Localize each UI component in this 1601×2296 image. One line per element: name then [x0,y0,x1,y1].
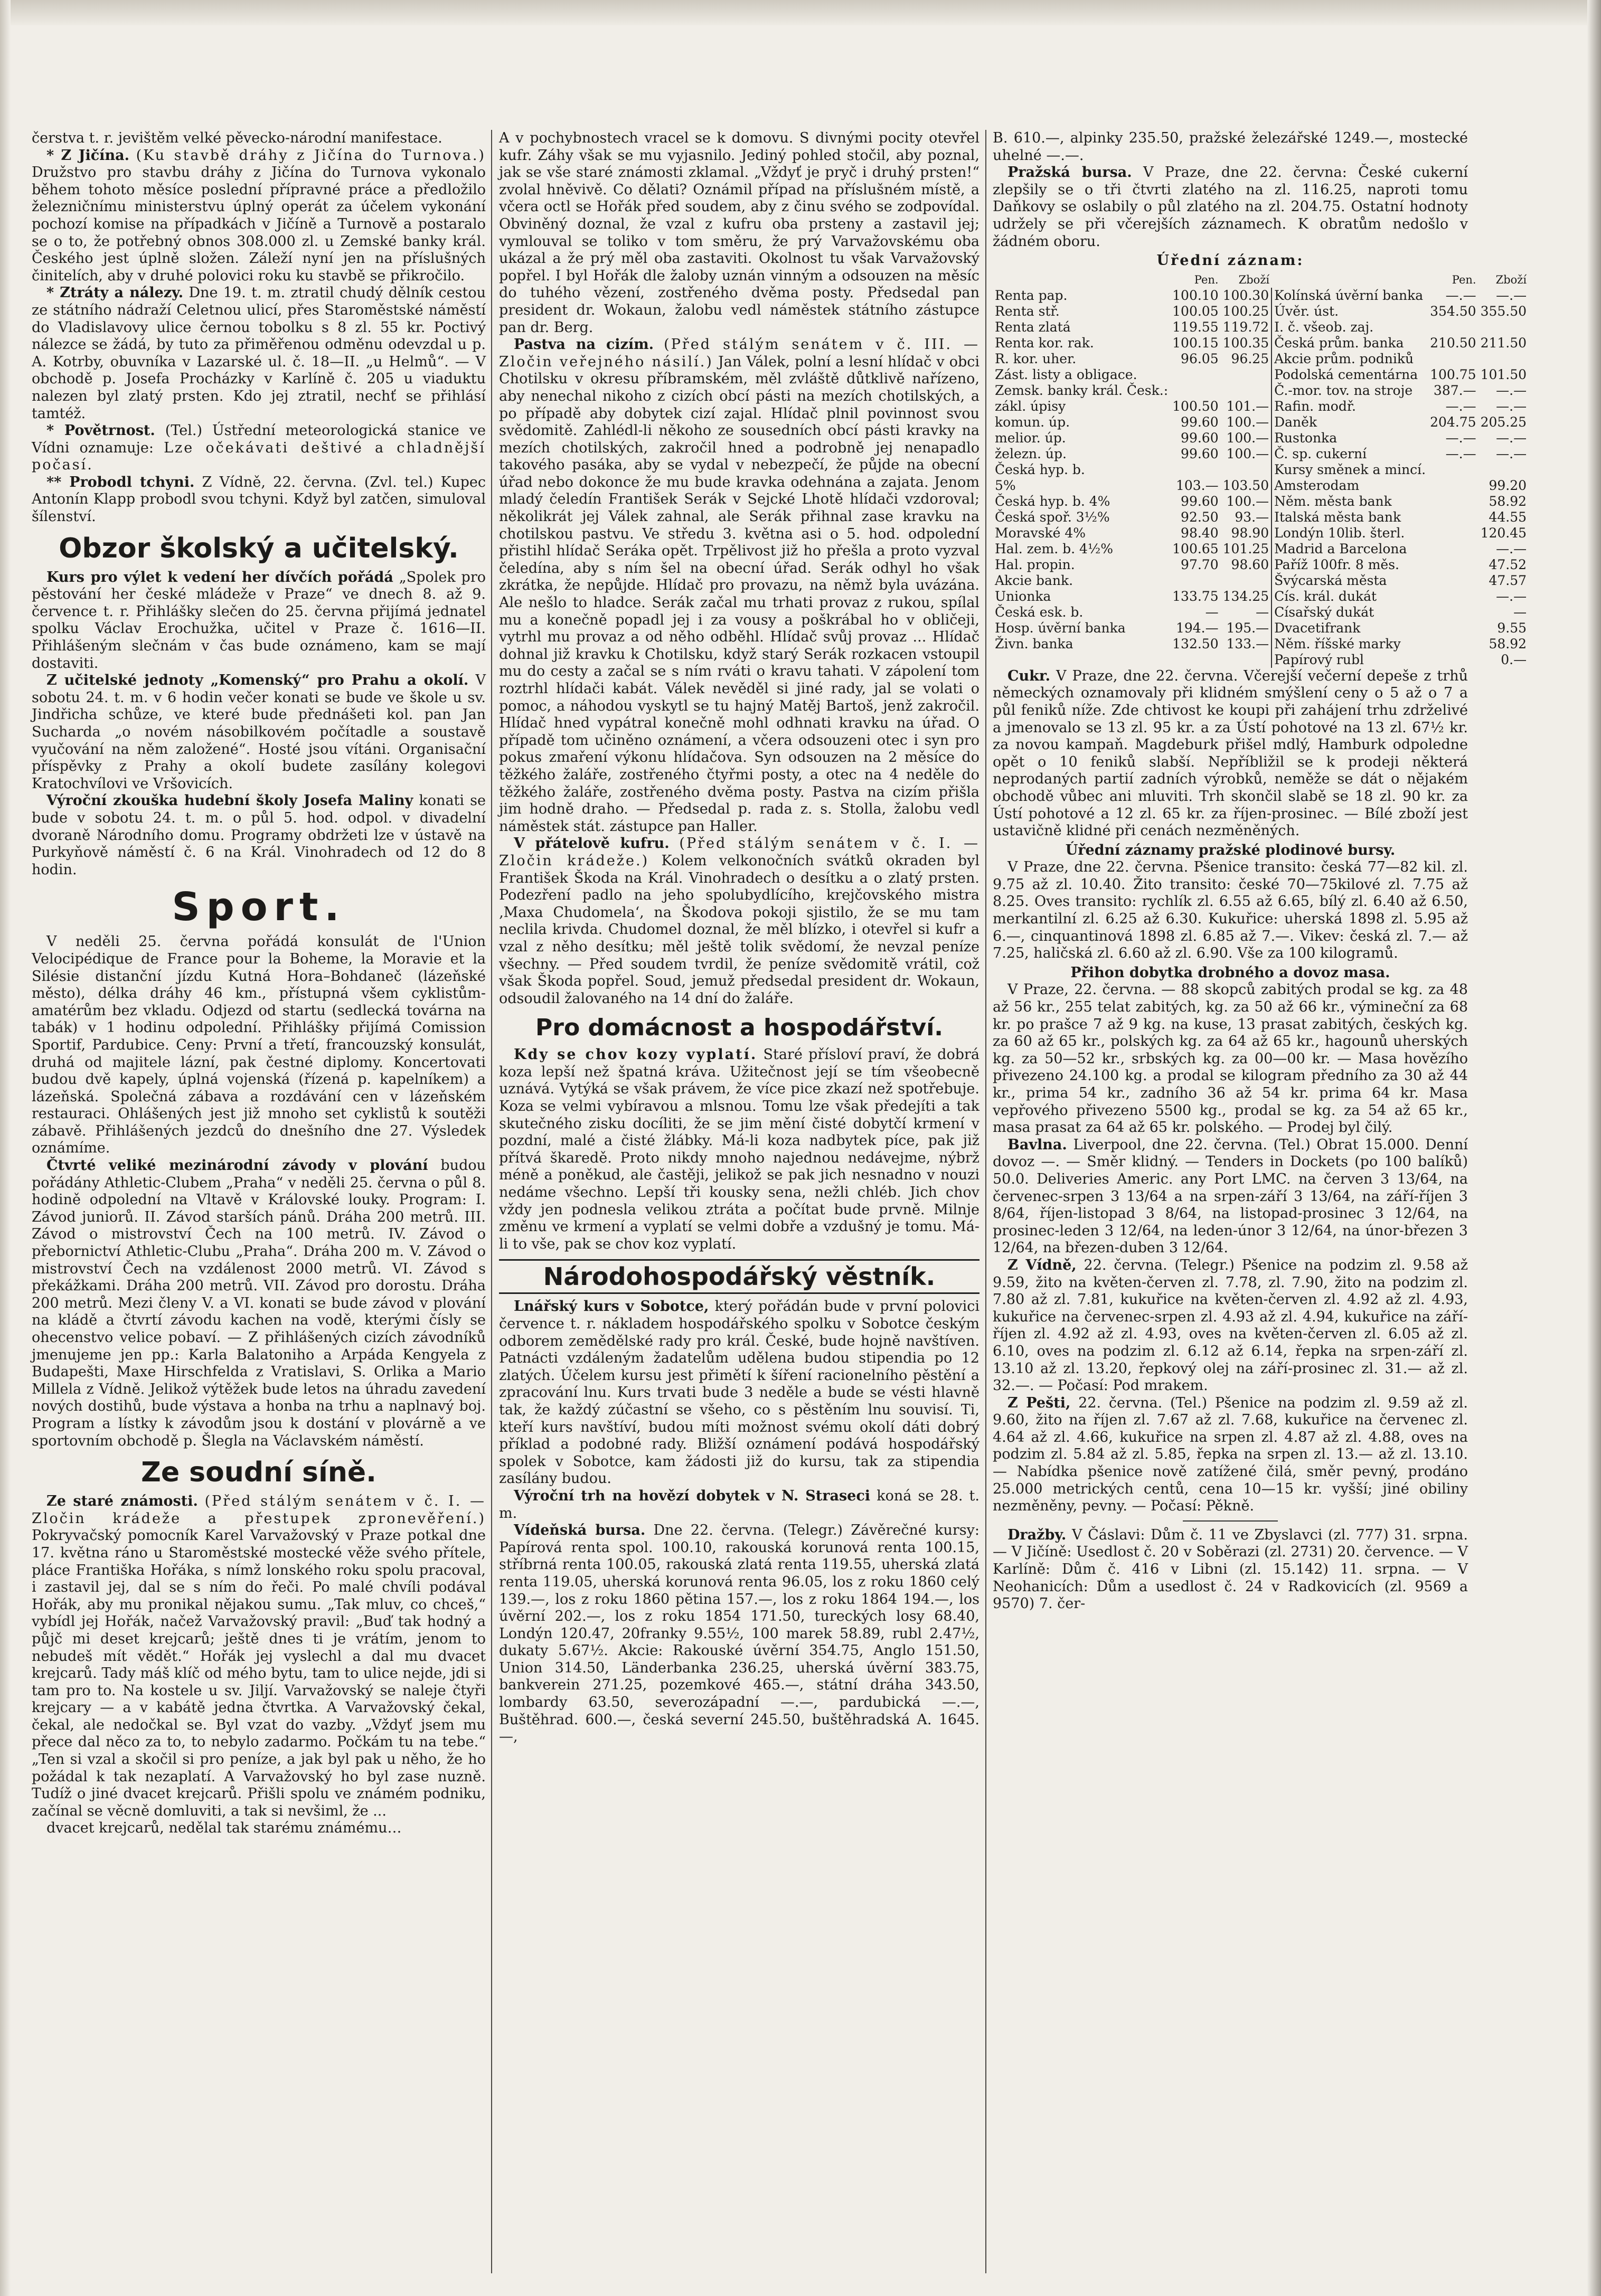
article-komensky [32,672,486,792]
article-soud-continued: A v pochybnostech vracel se k domovu. S divnými pocity otevřel kufr. Záhy však se mu vyjasnilo. Jediný pohled stočil, aby poznal, jak se vše staré známosti zklamal. „Vždyť je pryč i druhý prsten!“ zvolal hněvivě. Co dělati? Oznámil případ na příslušném místě, a včera octl se Hořák před soudem, aby z činu svého se zodpovídal. Obviněný doznal, že vzal z kufru oba prsteny a zastavil jej; vymlouval se toliko v tom směru, že prý Varvažovskému oba ukázal a že prý měl oba zastaviti. Okolnost tu však Varvažovský popřel. I byl Hořák dle žaloby uznán vinným a odsouzen na měsíc do tuhého vězení, zostřeného dvěma posty. Předsedal pan president dr. Wokaun, žalobu vedl náměstek státního zástupce pan dr. Berg. [499,130,980,336]
rate-zbozi [1221,652,1272,668]
article-text: V Čáslavi: Dům č. 11 ve Zbyslavci (zl. 777) 31. srpna. — V Jičíně: Usedlost č. 20 v Soběrazi (zl. 2731) 20. července. — V Karlíně: Dům č. 416 v Libni (zl. 15.142) 11. srpna. — V Neohanicích: Dům a usedlost č. 24 v Radkovicích (zl. 9569 a 9570) 7. čer- [993,1526,1468,1612]
article-title: Pastva na cizím. [514,336,654,353]
article-title: Kdy se chov kozy vyplatí. [514,1046,758,1063]
rates-row [993,589,1529,604]
rates-row [993,636,1529,652]
article-pocasi [32,422,486,474]
rate-label: Česká prům. banka [1272,335,1428,351]
rate-label: Madrid a Barcelona [1272,541,1428,557]
rate-zbozi: 47.57 [1489,572,1527,588]
rate-pen [1170,573,1220,589]
rate-pen [1428,525,1478,541]
rate-pen: 194.— [1175,620,1219,636]
rate-zbozi: 100.— [1226,414,1269,430]
rate-zbozi [1221,383,1272,399]
rate-label: 5% [995,477,1016,493]
rate-label: Č.-mor. tov. na stroje [1272,383,1428,399]
article-text: Družstvo pro stavbu dráhy z Jičína do Turnova vykonalo během tohoto měsíce poslední přípravné práce a předložilo železničnímu ministerstvu úplný operát za účelem vykonání pochozí komise na případkách v Jičíně a Turnově a postaralo se o to, že potřebný obnos 308.000 zl. u Zemské banky král. Českého jest úplně složen. Záleží nyní jen na příslušných činitelích, aby v druhé polovici roku ku stavbě se přikročilo. [32,164,486,284]
rate-label: Hal. propin. [995,556,1075,572]
rate-pen: 100.75 [1430,366,1476,382]
article-text: 22. června. (Telegr.) Pšenice na podzim zl. 9.58 až 9.59, žito na květen-červen zl. 7.78, zl. 7.90, žito na podzim zl. 7.80 až zl. 7.81, kukuřice na květen-červen zl. 4.92 až zl. 4.93, kukuřice na červenec-srpen zl. 4.93 až zl. 4.94, kukuřice na září-říjen zl. 4.92 až zl. 4.93, oves na květen-červen zl. 6.05 až zl. 6.10, oves na podzim zl. 6.12 až 6.14, řepka na srpen-září zl. 13.10 až zl. 13.20, řepkový olej na září-prosinec zl. 31.— až zl. 32.—. — Počasí: Pod mrakem. [993,1256,1468,1394]
article-plodiny: V Praze, dne 22. června. Pšenice transito: česká 77—82 kil. zl. 9.75 až zl. 10.40. Žito transito: české 70—75kilové zl. 7.75 až 8.25. Oves transito: rychlík zl. 6.55 až 6.65, bílý zl. 6.40 až 6.50, merkantilní zl. 6.25 až 6.30. Kukuřice: uherská 1898 zl. 5.95 až 6.—, cinquantinová 1898 zl. 6.85 až 7.—. Vikev: česká zl. 7.— až 7.25, haličská zl. 6.60 až zl. 6.90. Vše za 100 kilogramů. [993,859,1468,962]
rate-zbozi [1221,367,1272,383]
rates-row [993,604,1529,620]
article-text: Jan Válek, polní a lesní hlídač v obci Chotilsku v okresu příbramském, měl zvláště důtklivě nařízeno, aby nenechal nikoho z cizích obcí pásti na mezích chotilských, a po případě aby dobytek cizí zajal. Hlídač plnil povinnost svou svědomitě. Zahlédl-li někoho ze sousedních obcí pásti kravky na mezích chotilských, zakročil hned a podrobně jej nenapadlo takového pasáka, aby se vydal v nebezpečí, že půjde na obecní úřad nebo dokonce že mu bude kravka odehnána a zajata. Jenom mladý čeledín František Serák v Sejcké Lhotě hlídači vzdoroval; několikrát jej Válek zahnal, ale Serák přihnal zase kravku na chotilskou pastvu. Ve středu 3. května asi o 5. hod. odpolední přistihl hlídač Seráka opět. Trpělivost již ho přešla a proto vyzval čeledína, aby s ním šel na obecní úřad. Serák odhyl ho však zkrátka, že nepůjde. Hlídač pro provazu, na němž byla uvázána. Ale nešlo to hladce. Serák začal mu trhati provaz z rukou, spílal mu a konečně popadl jej i za vousy a poškrábal ho v obličeji, vytrhl mu provaz a od něho odběhl. Hlídač svůj provaz ... Hlídač dohnal již kravku k Chotilsku, když starý Serák rozkacen vstoupil mu do cesty a začal se s ním rváti o kravu tahati. V zápolení tom roztrhl hlídači kabát. Válek nevěděl si jiné rady, jal se volati o pomoc, a náhodou vyskytl se tu hajný Matěj Bartoš, jenž zakročil. Hlídač hned vypátral konečně mohl odhnati kravku na úřad. O případě tom učiněno oznámení, a včera odsouzeni otec i syn pro pokus zmaření výkonu hlídačova. Syn odsouzen na 2 měsíce do těžkého žaláře, zostřeného čtyřmi posty, a otec na 4 neděle do těžkého žaláře, zostřeného dvěma posty. Pastva na cizím přišla jim hodně draho. — Předsedal p. rada z. s. Stolla, žalobu vedl náměstek stát. zástupce pan Haller. [499,353,980,835]
rates-row [993,462,1529,478]
section-heading-sport: Sport. [172,884,346,930]
rate-zbozi: —.— [1496,398,1527,414]
article-sport-cycling: V neděli 25. června pořádá konsulát de l'Union Velocipédique de France pour la Boheme, la Moravie et la Silésie distanční jízdu Kutná Hora–Bohdaneč (lázeňské město), délka dráhy 46 km., přístupná všem cyklistům-amatérům bez vkladu. Odjezd od startu (sedlecká továrna na tabák) v 1 hodinu odpolední. Přihlášky přijímá Comission Sportif, Pardubice. Ceny: První a třetí, francouzský konsulát, druhá od majitele lázní, pak čestné diplomy. Koncertovati budou dvě kapely, úplná vojenská (řízená p. kapelníkem) a lázeňská. Společná zábava a rozdávání cen v lázeňském restauraci. Ohlášených jest již mnoho set cyklistů k soutěži zábavě. Přihlášených jezdců do dnešního dne 27. Výsledek oznámíme. [32,933,486,1157]
rate-pen [1428,620,1478,636]
article-title: Výroční zkouška hudební školy Josefa Maliny [46,792,413,809]
rate-zbozi: 101.50 [1480,366,1527,382]
rate-zbozi: 98.90 [1231,525,1269,541]
rate-pen [1428,557,1478,573]
rate-zbozi: 211.50 [1480,335,1527,351]
article-lead: (Před stálým senátem v č. I. — Zločin krádeže.) [499,835,980,869]
article-burza-continued: B. 610.—, alpinky 235.50, pražské železářské 1249.—, mostecké uhelné —.—. [993,130,1468,164]
rates-row [993,620,1529,636]
rate-zbozi: 120.45 [1480,525,1527,541]
rate-zbozi: 101.— [1226,398,1269,414]
rate-label: Kolínská úvěrní banka [1272,288,1428,304]
rate-pen: 100.65 [1172,541,1219,556]
article-soud-tail: dvacet krejcarů, nedělal tak starému známému… [46,1820,402,1837]
rate-zbozi: 100.— [1226,493,1269,509]
scan-right-edge [1587,0,1601,2296]
rate-pen: 96.05 [1181,351,1219,366]
article-text: budou pořádány Athletic-Clubem „Praha“ v neděli 25. června o půl 8. hodině odpolední na Vltavě v Královské louky. Program: I. Závod juniorů. II. Závod starších pánů. Dráha 200 metrů. III. Závod o mistrovství Čech na 100 metrů. IV. Závod o přebornictví Athletic-Clubu „Praha“. Dráha 200 m. V. Závod o mistrovství Čech na vzdálenost 2000 metrů. VI. Závod s překážkami. Dráha 200 metrů. VII. Závod pro dorostu. Dráha 200 metrů. Mezi členy V. a VI. konati se bude závod v plování na kládě a čtvrtí závodu kachen na vodě, kterými čísly se ohecenstvo velice pobaví. — Z přihlášených cizích závodníků jmenujeme jen pp.: Karla Balatoniho a Arpáda Kengyela z Budapešti, Maxe Hirschfelda z Vratislavi, S. Orlika a Mario Millela z Vídně. Jelikož výtěžek bude letos na úhradu zavedení nových dostihů, bude výstava a honba na trhu a naplnavý boj. Program a lístky k závodům jsou k dostání v plovárně a ve sportovním obchodě p. Šlegla na Václavském náměstí. [32,1157,486,1449]
rate-label: Renta kor. rak. [995,335,1094,351]
rate-zbozi: 101.25 [1222,541,1269,556]
rate-zbozi [1221,462,1272,478]
article-title: Bavlna. [1007,1136,1067,1153]
rate-label: Akcie bank. [995,572,1073,588]
rate-label: Amsterodam [1272,478,1428,494]
column-rule [491,130,492,2273]
rate-zbozi [1478,462,1529,478]
rate-label: Něm. města bank [1272,494,1428,509]
rate-pen [1428,462,1478,478]
article-trh [499,1488,980,1522]
rate-zbozi: 0.— [1501,651,1527,667]
rate-label: Česká spoř. 3½% [995,509,1110,525]
rate-pen [1428,319,1478,335]
rates-row [993,525,1529,541]
rate-zbozi: 119.72 [1222,319,1269,335]
rate-label: železn. úp. [995,446,1067,461]
article-title: * Ztráty a nálezy. [46,285,184,301]
article-title: Vídeňská bursa. [514,1522,646,1539]
rate-label: Cís. král. dukát [1272,589,1428,604]
rate-pen: 99.60 [1181,414,1219,430]
rate-zbozi [1478,351,1529,367]
rate-label: Císařský dukát [1272,604,1428,620]
rate-pen: —.— [1445,287,1476,303]
rate-zbozi: — [1256,604,1269,620]
article-prazska-bursa [993,164,1468,250]
prihon-heading: Přihon dobytka drobného a dovoz masa. [1070,964,1390,981]
rate-pen: 132.50 [1172,636,1219,651]
rate-label: Akcie prům. podniků [1272,351,1428,367]
article-text: Pokryvačský pomocník Karel Varvažovský v Praze potkal dne 17. května ráno u Staroměstské mostecké věže svého přítele, pláce Františka Hořáka, s nímž lonského roku spolu pracoval, i zastavil jej, dal se s ním do řeči. Po malé chvíli podával Hořák, aby mu pronikal nějakou sumu. „Tak mluv, co chceš,“ vybídl jej Hořák, načež Varvažovský pravil: „Buď tak hodný a půjč mi deset krejcarů; ještě dnes ti je vrátím, jenom to nebudeš mít vědět.“ Hořák jej vyslechl a dal mu dvacet krejcarů. Tady máš klíč od mého bytu, tam to ulice nejde, jdi si tam pro to. Na kostele u sv. Jiljí. Varvažovský se naleje čtyři krejcary — a v kabátě jedna čtvrtka. A Varvažovský čekal, čekal, ale nedočkal se. Byl vzat do vazby. „Vždyť jsem mu přece dal něco za to, to nebylo zadarmo. Počkám tu na tebe.“ „Ten si vzal a skočil si pro peníze, a jak byl pak u něho, že ho požádal k tak nezaplatí. A Varvažovský ho byl zase nuzně. Tudíž o jiné dvacet krejcarů. Přišli spolu ve známém podniku, začínal se věcně domluviti, a tak si nevšiml, že ... [32,1527,486,1819]
rates-row [993,430,1529,446]
rate-zbozi: —.— [1496,287,1527,303]
rate-zbozi: —.— [1496,541,1527,556]
rate-label: Unionka [995,588,1051,604]
rate-zbozi: 100.30 [1222,287,1269,303]
article-pest [993,1395,1468,1515]
article-text: konati se bude v sobotu 24. t. m. o půl 5. hod. odpol. v divadelní dvoraně Národního domu. Programy obdržeti lze v ústavě na Purkyňově náměstí č. 6 na Král. Vinohradech od 12 do 8 hodin. [32,792,486,878]
rate-label: Česká hyp. b. [995,461,1085,477]
rate-label: Zemsk. banky král. Česk.: [995,382,1169,398]
rate-pen: 100.15 [1172,335,1219,351]
article-text: V sobotu 24. t. m. v 6 hodin večer konati se bude ve škole u sv. Jindřicha schůze, ve které bude přednášeti kol. pan Jan Sucharda „o novém násobilkovém počítadle a soustavě vyučování na něm založené“. Hosté jsou vítáni. Organisační příspěvky z Prahy a okolí budete zasílány kolegovi Kratochvílovi ve Vršovicích. [32,672,486,792]
rate-label: Paříž 100fr. 8 měs. [1272,557,1428,573]
article-title: Cukr. [1007,667,1050,684]
rate-pen [1428,604,1478,620]
rate-label: Italská města bank [1272,509,1428,525]
rate-pen: 99.60 [1181,493,1219,509]
rate-pen [1170,652,1220,668]
article-text: Liverpool, dne 22. června. (Tel.) Obrat 15.000. Denní dovoz —. — Směr klidný. — Tenders in Dockets (po 100 balíků) 50.0. Deliveries Americ. any Port LMC. na červen 3 13/64, na červenec-srpen 3 13/64 a na srpen-září 3 13/64, na září-říjen 3 8/64, říjen-listopad 3 8/64, na listopad-prosinec 3 12/64, na prosinec-leden 3 12/64, na leden-únor 3 12/64, na únor-březen 3 12/64, na březen-duben 3 12/64. [993,1136,1468,1256]
rate-pen: 103.— [1175,477,1219,493]
rate-label: Rustonka [1272,430,1428,446]
article-bavlna [993,1137,1468,1257]
article-title: Pražská bursa. [1007,164,1132,181]
article-title: Z učitelské jednoty „Komenský“ pro Prahu a okolí. [46,672,469,689]
article-lead: (Před stálým senátem v č. III. — Zločin veřejného násilí.) [499,336,980,370]
rate-pen [1170,383,1220,399]
rates-heading: Úřední záznam: [1156,252,1304,269]
rate-pen: 133.75 [1172,588,1219,604]
article-soud [32,1493,486,1820]
rate-zbozi: 44.55 [1489,509,1527,525]
rate-label: Kursy směnek a mincí. [1272,462,1428,478]
scan-top-edge [0,0,1601,25]
rate-pen [1428,573,1478,589]
rates-row [993,478,1529,494]
rates-row [993,509,1529,525]
rate-pen: —.— [1445,430,1476,446]
rate-pen: 97.70 [1181,556,1219,572]
rates-row [993,557,1529,573]
article-title: Čtvrté veliké mezinárodní závody v plování [46,1157,428,1174]
rate-label: Londýn 10lib. šterl. [1272,525,1428,541]
article-text: Z Vídně, 22. června. (Zvl. tel.) Kupec Antonín Klapp probodl svou tchyni. Když byl zatčen, simuloval šílenství. [32,474,486,525]
rate-pen: 100.05 [1172,303,1219,319]
article-text: který pořádán bude v první polovici července t. r. nákladem hospodářského spolku v Sobotce českým odborem zemědělské rady pro král. České, bude hojně navštíven. Patnácti vzdáleným žadatelům udělena budou stipendia po 12 zlatých. Účelem kursu jest přimětí k šíření racionelního pěstění a zpracování lnu. Kurs trvati bude 3 neděle a bude se vésti hlavně tak, že každý zúčastní se všeho, co s pěstěním lnu souvisí. Ti, kteří kurs navštíví, budou míti možnost svému okolí dáti dobrý příklad a podobné rady. Bližší oznámení podává hospodářský spolek v Sobotce, kam žádosti již do kursu, tak za stipendia zasílány budou. [499,1298,980,1487]
column-1 [32,130,486,2273]
article-text: koná se 28. t. m. [499,1487,980,1522]
rate-label: I. č. všeob. zaj. [1272,319,1428,335]
rate-label: Zást. listy a obligace. [995,366,1137,382]
article-title: Z Pešti, [1007,1394,1071,1411]
rate-pen: 100.50 [1172,398,1219,414]
scan-left-edge [0,0,11,2296]
rate-zbozi: —.— [1496,446,1527,461]
rate-pen: — [1205,604,1219,620]
rate-zbozi: 100.25 [1222,303,1269,319]
article-kozy [499,1046,980,1253]
rate-zbozi: 195.— [1226,620,1269,636]
article-lnarsky-kurs [499,1298,980,1488]
rate-pen [1428,541,1478,557]
article-drazby [993,1527,1468,1613]
rate-pen [1428,494,1478,509]
article-text: Ústřední meteorologická stanice ve Vídni oznamuje: [32,422,486,456]
rate-label: Něm. říšské marky [1272,636,1428,652]
rate-zbozi: 205.25 [1480,414,1527,430]
rate-pen [1428,636,1478,652]
rate-zbozi: 100.— [1226,446,1269,461]
article-text: Dne 22. června. (Telegr.) Závěrečné kursy: Papírová renta spol. 100.10, rakouská korunová renta 100.15, stříbrná renta 100.05, rakouská zlatá renta 119.55, uherská zlatá renta 119.05, uherská korunová renta 96.05, los z roku 1860 celý 139.—, los z roku 1860 pětina 157.—, los z roku 1864 194.—, los úvěrní 202.—, los z roku 1854 171.50, tureckých losy 68.40, Londýn 120.47, 20franky 9.55½, 100 marek 58.89, rubl 2.47½, dukaty 5.67½. Akcie: Rakouské úvěrní 354.75, Anglo 151.50, Union 314.50, Länderbanka 236.25, uherská úvěrní 383.75, bankverein 271.25, pozemkové 465.—, státní dráha 343.50, lombardy 63.50, severozápadní —.—, pardubická —.—, Buštěhrad. 600.—, česká severní 245.50, buštěhradská A. 1645.—, [499,1522,980,1745]
section-heading-obzor: Obzor školský a učitelský. [59,532,459,564]
rate-label: komun. úp. [995,414,1070,430]
article-vylet [32,569,486,673]
article-text: Kolem velkonočních svátků okraden byl František Škoda na Král. Vinohradech o desítku a o zlatý prsten. Podezření padlo na jeho spolubydlícího, krejčovského mistra ‚Maxa Chudomela‘, na Škodova pokoji sjistilo, že se mu tam neclila krivda. Chudomel doznal, že měl blízko, i otevřel si kufr a vzal z něho desítku; měl ještě tolik svědomí, že nevzal peníze všechny. — Před soudem tvrdil, že peníze svědomitě vrátil, což však Škoda popřel. Soud, jemuž předsedal president dr. Wokaun, odsoudil žalovaného na 14 dní do žaláře. [499,852,980,1007]
rate-label: Švýcarská města [1272,573,1428,589]
rate-pen [1428,478,1478,494]
article-title: Lnářský kurs v Sobotce, [514,1298,709,1315]
rates-row [993,573,1529,589]
article-cukr [993,668,1468,840]
rate-pen: 354.50 [1430,303,1476,319]
rates-row [993,541,1529,557]
col-header-zbozi: Zboží [1495,273,1527,286]
rate-label: Renta zlatá [995,319,1071,335]
rates-row [993,288,1529,304]
col-header-pen: Pen. [1194,273,1219,286]
article-malina [32,792,486,878]
article-title: Dražby. [1007,1526,1067,1543]
rate-pen [1428,351,1478,367]
rates-row [993,494,1529,509]
rates-row [993,446,1529,462]
column-rule [985,130,986,2273]
rate-zbozi [1478,319,1529,335]
rate-pen: 210.50 [1430,335,1476,351]
rate-label: Moravské 4% [995,525,1086,541]
article-title: ** Probodl tchyni. [46,474,195,490]
rate-label: R. kor. uher. [995,351,1077,366]
rate-pen: 99.60 [1181,430,1219,446]
column-3 [993,130,1527,2273]
rate-zbozi: 9.55 [1497,620,1527,636]
rate-zbozi [1221,573,1272,589]
rates-row [993,335,1529,351]
column-2 [499,130,980,2273]
rate-zbozi: 100.— [1226,430,1269,446]
article-viden [993,1257,1468,1395]
rate-pen: 99.60 [1181,446,1219,461]
rate-pen [1428,509,1478,525]
rate-label: Č. sp. cukerní [1272,446,1428,462]
article-title: V přátelově kufru. [514,835,670,852]
article-title: Ze staré známosti. [46,1493,198,1510]
rate-pen: 92.50 [1181,509,1219,525]
forecast-text: Lze očekávati deštivé a chladnější počasí. [32,439,486,474]
rates-row [993,304,1529,319]
rates-row [993,414,1529,430]
rate-zbozi: 58.92 [1489,493,1527,509]
rate-zbozi: — [1513,604,1527,620]
section-heading-soud: Ze soudní síně. [141,1457,376,1489]
rate-pen [1170,367,1220,383]
rates-row [993,383,1529,399]
article-jicin [32,147,486,285]
rates-table [993,272,1529,668]
rates-row [993,319,1529,335]
intro-text: čerstva t. r. jevištěm velké pěvecko-národní manifestace. [32,130,442,146]
rate-label [993,652,1170,668]
article-text: V Praze, dne 22. června: České cukerní zlepšily se o tři čtvrti zlatého na zl. 116.25, naproti tomu Daňkovy se oslabily o půl zlatého na zl. 204.75. Ostatní hodnoty udržely se při včerejších záznamech. K obratům nedošlo v žádném oboru. [993,164,1468,250]
rate-label: Podolská cementárna [1272,367,1428,383]
article-prihon: V Praze, 22. června. — 88 skopců zabitých prodal se kg. za 48 až 56 kr., 255 telat zabitých, kg. za 50 až 66 kr., výmineční za 68 kr. po prašce 7 až 9 kg. na kuse, 13 prasat zabitých, českých kg. za 60 až 65 kr., polských kg. za 64 až 65 kr., hagounů uherských kg. za 50—52 kr., srbských kg. za 00—00 kr. — Masa hovězího přivezeno 24.100 kg. a prodal se kilogram předního za 30 až 44 kr., prima 54 kr., zadního 36 až 54 kr. prima 64 kr. Masa vepřového přivezeno 5500 kg., prodal se kg. za 54 až 65 kr., masa prasat za 64 až 65 kr. polského. — Prodej byl čilý. [993,981,1468,1136]
article-tchyne [32,474,486,526]
rate-zbozi: 47.52 [1489,556,1527,572]
rate-pen: 387.— [1433,382,1476,398]
rate-zbozi: 355.50 [1480,303,1527,319]
col-header-pen: Pen. [1452,273,1476,286]
rate-pen [1428,652,1478,668]
article-lead: (Ku stavbě dráhy z Jičína do Turnova.) [136,147,486,164]
article-videnska-bursa [499,1522,980,1746]
rates-row [993,652,1529,668]
rate-zbozi: 58.92 [1489,636,1527,651]
rate-label: Česká esk. b. [995,604,1084,620]
rate-label: melior. úp. [995,430,1066,446]
rate-zbozi: 134.25 [1222,588,1269,604]
rate-label: Úvěr. úst. [1272,304,1428,319]
rate-label: zákl. úpisy [995,398,1066,414]
article-pastva [499,336,980,835]
rates-row [993,399,1529,414]
rate-zbozi: 98.60 [1231,556,1269,572]
rate-pen [1170,462,1220,478]
rate-label: Renta stř. [995,303,1060,319]
rate-label: Papírový rubl [1272,652,1428,668]
rate-zbozi: 133.— [1226,636,1269,651]
rate-pen: 98.40 [1181,525,1219,541]
article-ztraty [32,285,486,422]
section-heading-domacnost: Pro domácnost a hospodářství. [535,1014,943,1042]
article-lead: (Před stálým senátem v č. I. — Zločin krádeže a přestupek zpronevěření.) [32,1493,486,1527]
rates-row [993,351,1529,367]
separator [1183,1520,1278,1522]
article-kufr [499,835,980,1007]
rate-pen: —.— [1445,446,1476,461]
article-text: V Praze, dne 22. června. Včerejší večerní depeše z trhů německých oznamovaly při klidném smýšlení ceny o 5 až o 7 a půl feniků níže. Zde chtivost ke koupi při zahájení trhu zdrželivé a jmenovalo se 13 zl. 95 kr. a za Ústí pohotové na 13 zl. 67½ kr. za novou kampaň. Magdeburk přišel mdlý, Hamburk odpoledne opět o 10 feniků slabší. Nepříbližil se k prodeji některá neprodaných partií zadních výrobků, neměže se dát o nějakém obchodě vůbec ani mluviti. Trh skončil slabě se 18 zl. 90 kr. za Ústí pohotové a 12 zl. 65 kr. za říjen-prosinec. — Bílé zboží jest ustavičně klidné při cenách nezměněných. [993,667,1468,839]
article-text: Dne 19. t. m. ztratil chudý dělník cestou ze státního nádraží Celetnou ulicí, přes Staroměstské náměstí do Vladislavovy ulice černou tobolku s 8 zl. 55 kr. Poctivý nálezce se žádá, by tuto za přiměřenou odměnu odevzdal u p. A. Kotrby, obuvníka v Lazarské ul. č. 18—II. „u Helmů“. — V obchodě p. Josefa Procházky v Karlíně č. 205 u viaduktu nalezen byl zlatý prsten. Kdo jej ztratil, nechť se přihlásí tamtéž. [32,285,486,422]
rate-zbozi: 100.35 [1222,335,1269,351]
rate-label: Dvacetifrank [1272,620,1428,636]
col-header-zbozi: Zboží [1238,273,1270,286]
rate-label: Česká hyp. b. 4% [995,493,1110,509]
plodiny-heading: Úřední záznamy pražské plodinové bursy. [1065,842,1396,858]
article-text: 22. června. (Tel.) Pšenice na podzim zl. 9.59 až zl. 9.60, žito na říjen zl. 7.67 až zl. 7.68, kukuřice na červenec zl. 4.64 až zl. 4.66, kukuřice na srpen zl. 4.87 až zl. 4.88, oves na podzim zl. 5.84 až zl. 5.85, řepka na srpen zl. 13.— až zl. 13.10. — Nabídka pšenice nově zatížené čilá, směr pevný, prodáno 25.000 metrických centů, cena 10—15 kr. vyšší; jiné obiliny nezměněny, pevny. — Počasí: Pěkně. [993,1394,1468,1515]
article-title: Výroční trh na hovězí dobytek v N. Straseci [514,1487,871,1504]
rate-zbozi: —.— [1496,588,1527,604]
rate-zbozi: 96.25 [1231,351,1269,366]
rates-row [993,367,1529,383]
article-title: Z Vídně, [1007,1256,1077,1273]
rate-zbozi: —.— [1496,430,1527,446]
rate-label: Hosp. úvěrní banka [995,620,1126,636]
rate-label: Živn. banka [995,636,1073,651]
rate-pen [1428,589,1478,604]
rate-pen: —.— [1445,398,1476,414]
article-title: Kurs pro výlet k vedení her dívčích pořádá [46,569,393,585]
rate-label: Daněk [1272,414,1428,430]
article-sport-swimming [32,1157,486,1450]
rate-pen: 119.55 [1172,319,1219,335]
article-lead: (Tel.) [165,422,202,439]
rate-pen: 204.75 [1430,414,1476,430]
rate-label: Renta pap. [995,287,1068,303]
rate-zbozi: 99.20 [1489,477,1527,493]
rate-pen: 100.10 [1172,287,1219,303]
rate-zbozi: 103.50 [1222,477,1269,493]
rate-zbozi: —.— [1496,382,1527,398]
rate-zbozi: 93.— [1235,509,1269,525]
article-title: * Z Jičína. [46,147,129,164]
article-text: Staré přísloví praví, že dobrá koza lepší než špatná kráva. Užitečnost její se tím všeobecně uznává. Vytýká se však právem, že více pice zkazí než spotřebuje. Koza se velmi vybíravou a mlsnou. Tomu lze však předejíti a tak skutečného zisku docíliti, že se jim mění čisté dobytčí krmení v pozdní, malé a čisté žlábky. Má-li koza nadbytek píce, pak již přítvá škaredě. Proto nikdy mnoho najednou nedávejme, nýbrž méně a poněkud, ale častěji, jelikož se pak jich nesnadno v nouzi nedáme všechno. Lepší tři kousky sena, nežli chléb. Jich chov vždy jen podnesla velikou ztráta a počítat bude prvně. Milnje změnu ve krmení a vyplatí se velmi dobře a vzdušný je tomu. Má-li to vše, pak se chov koz vyplatí. [499,1046,980,1252]
section-heading-vestnik: Národohospodářský věstník. [499,1259,980,1294]
rate-label: Rafin. modř. [1272,399,1428,414]
article-text: „Spolek pro pěstování her české mládeže v Praze“ ve dnech 8. až 9. července t. r. Přihlášky slečen do 25. června přijímá jednatel spolku Václav Erochužka, učitel v Praze č. 1616—II. Přihlášeným slečnám v čas bude oznámeno, kam se mají dostaviti. [32,569,486,672]
article-title: * Povětrnost. [46,422,155,439]
rate-label: Hal. zem. b. 4½% [995,541,1113,556]
